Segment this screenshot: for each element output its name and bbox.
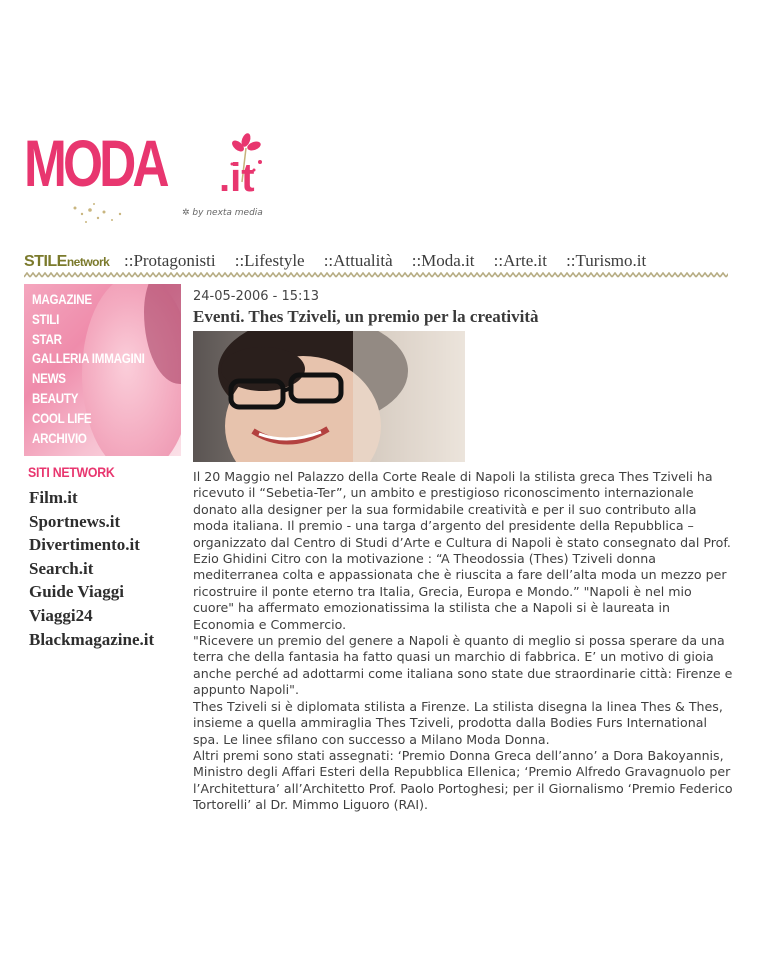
article-paragraph: "Ricevere un premio del genere a Napoli è quanto di meglio si possa sperare da una terra che della fantasia ha fatto quasi un marchio di fabbrica. E’ un motivo di gioia anche perché ad adottarmi come italiana sono state due straordinarie città: Firenze e appunto Napoli". xyxy=(193,633,733,698)
portrait-image xyxy=(193,331,465,462)
stile-network-brand[interactable]: STILEnetwork xyxy=(24,253,110,270)
article-paragraph: Thes Tziveli si è diplomata stilista a Firenze. La stilista disegna la linea Thes & Thes, insieme a quella ammiraglia Thes Tziveli, prodotta dalla Bodies Furs International spa. Le linee sfilano con successo a Milano Moda Donna. xyxy=(193,698,723,747)
network-link-guide-viaggi[interactable]: Guide Viaggi xyxy=(29,582,124,602)
logo-byline: ✲ by nexta media xyxy=(182,208,263,218)
top-navigation xyxy=(24,251,728,273)
network-link-film[interactable]: Film.it xyxy=(29,488,78,507)
menu-item-archivio[interactable]: ARCHIVIO xyxy=(32,430,87,446)
menu-item-magazine[interactable]: MAGAZINE xyxy=(32,292,92,307)
site-logo[interactable] xyxy=(24,126,284,230)
article-paragraph: Altri premi sono stati assegnati: ‘Premio Donna Greca dell’anno’ a Dora Bakoyannis, Ministro degli Affari Esteri della Repubblica Ellenica; ‘Premio Alfredo Gravagnuolo per l’Architettura’ all’Architetto Prof. Paolo Portoghesi; per il Giornalismo ‘Premio Federico Tortorelli’ al Dr. Mimmo Liguoro (RAI). xyxy=(193,747,733,813)
article-title: Eventi. Thes Tziveli, un premio per la creatività xyxy=(193,307,539,326)
section-links xyxy=(124,251,660,271)
siti-network-heading: SITI NETWORK xyxy=(28,464,115,480)
nav-link-moda[interactable]: ::Moda.it xyxy=(411,251,475,270)
network-sites-list xyxy=(29,486,154,651)
network-link-divertimento[interactable]: Divertimento.it xyxy=(29,535,140,555)
menu-item-galleria-immagini[interactable]: GALLERIA IMMAGINI xyxy=(32,351,145,367)
menu-item-cool-life[interactable]: COOL LIFE xyxy=(32,410,92,426)
article-date: 24-05-2006 - 15:13 xyxy=(193,289,319,304)
zigzag-divider xyxy=(24,272,728,279)
menu-item-star[interactable]: STAR xyxy=(32,331,62,347)
menu-item-stili[interactable]: STILI xyxy=(32,311,60,327)
nav-link-lifestyle[interactable]: ::Lifestyle xyxy=(234,251,305,270)
nav-link-arte[interactable]: ::Arte.it xyxy=(493,251,547,270)
sidebar-magazine-banner xyxy=(24,284,181,456)
nav-link-attualita[interactable]: ::Attualità xyxy=(323,251,393,270)
network-link-sportnews[interactable]: Sportnews.it xyxy=(29,511,121,531)
article-photo xyxy=(193,331,465,462)
nav-link-turismo[interactable]: ::Turismo.it xyxy=(566,251,647,270)
logo-sparkle-dots xyxy=(70,200,130,230)
logo-moda-text: MODA xyxy=(24,126,166,200)
network-link-viaggi24[interactable]: Viaggi24 xyxy=(29,605,93,625)
article-body xyxy=(193,469,733,814)
network-link-search[interactable]: Search.it xyxy=(29,558,94,578)
nav-link-protagonisti[interactable]: ::Protagonisti xyxy=(124,251,216,270)
menu-item-beauty[interactable]: BEAUTY xyxy=(32,390,79,406)
network-link-blackmagazine[interactable]: Blackmagazine.it xyxy=(29,629,155,649)
runner-icon: ✲ xyxy=(182,208,190,218)
article-paragraph: Il 20 Maggio nel Palazzo della Corte Reale di Napoli la stilista greca Thes Tziveli ha ricevuto il “Sebetia-Ter”, un ambito e prestigioso riconoscimento internazionale donato alla designer per la sua formidabile creatività e per il suo contributo alla moda italiana. Il premio - una targa d’argento del presidente della Repubblica – organizzato dal Centro di Studi d’Arte e Cultura di Napoli è stato consegnato dal Prof. Ezio Ghidini Citro con la motivazione : “A Theodossia (Thes) Tziveli donna mediterranea colta e appassionata che è riuscita a fare dell’alta moda un mezzo per ricostruire il ponte eterno tra Italia, Grecia, Europa e Mondo.” "Napoli è nel mio cuore" ha affermato emozionatissima la stilista che a Napoli si è laureata in Economia e Commercio. xyxy=(193,469,731,632)
menu-item-news[interactable]: NEWS xyxy=(32,371,66,387)
magazine-menu xyxy=(32,290,163,448)
logo-it-text: .it xyxy=(219,156,255,200)
